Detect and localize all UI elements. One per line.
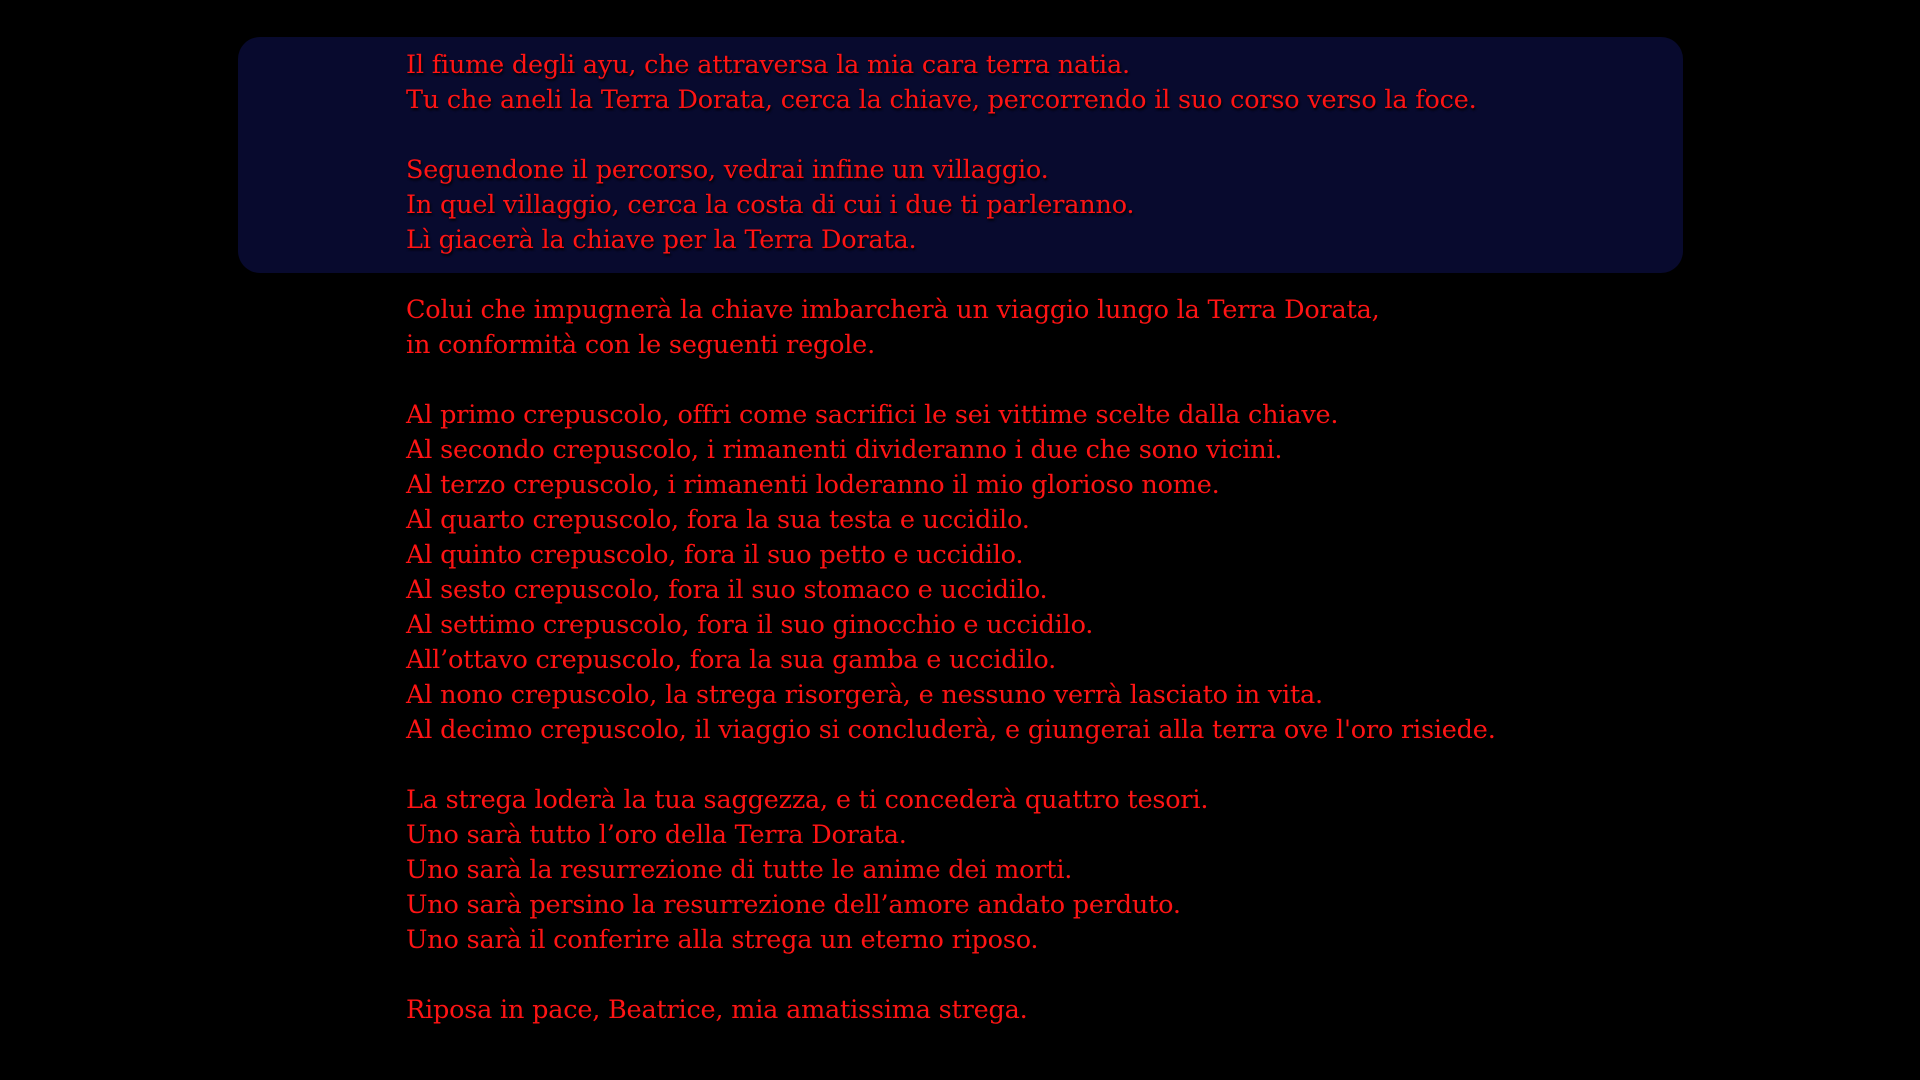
twilight-line: Al decimo crepuscolo, il viaggio si concluderà, e giungerai alla terra ove l'oro risiede. (406, 715, 1496, 745)
epitaph-line: Colui che impugnerà la chiave imbarcherà un viaggio lungo la Terra Dorata, (406, 295, 1380, 325)
epitaph-line: Seguendone il percorso, vedrai infine un villaggio. (406, 155, 1049, 185)
treasure-line: Uno sarà persino la resurrezione dell’amore andato perduto. (406, 890, 1181, 920)
twilight-line: Al terzo crepuscolo, i rimanenti loderanno il mio glorioso nome. (406, 470, 1220, 500)
twilight-line: Al settimo crepuscolo, fora il suo ginocchio e uccidilo. (406, 610, 1094, 640)
treasure-line: Uno sarà la resurrezione di tutte le anime dei morti. (406, 855, 1073, 885)
stanza-gap (406, 118, 1886, 153)
twilight-line: Al secondo crepuscolo, i rimanenti divideranno i due che sono vicini. (406, 435, 1283, 465)
twilight-line: Al quarto crepuscolo, fora la sua testa e uccidilo. (406, 505, 1030, 535)
twilight-line: Al nono crepuscolo, la strega risorgerà, e nessuno verrà lasciato in vita. (406, 680, 1323, 710)
twilight-line: Al primo crepuscolo, offri come sacrifici le sei vittime scelte dalla chiave. (406, 400, 1339, 430)
epitaph-line: Tu che aneli la Terra Dorata, cerca la chiave, percorrendo il suo corso verso la foce. (406, 85, 1477, 115)
stanza-gap (406, 748, 1886, 783)
epitaph-line: in conformità con le seguenti regole. (406, 330, 875, 360)
treasure-line: Uno sarà tutto l’oro della Terra Dorata. (406, 820, 907, 850)
epitaph-line: Il fiume degli ayu, che attraversa la mia cara terra natia. (406, 50, 1130, 80)
twilight-line: All’ottavo crepuscolo, fora la sua gamba e uccidilo. (406, 645, 1056, 675)
treasure-line: Uno sarà il conferire alla strega un eterno riposo. (406, 925, 1039, 955)
twilight-line: Al quinto crepuscolo, fora il suo petto e uccidilo. (406, 540, 1024, 570)
twilight-line: Al sesto crepuscolo, fora il suo stomaco e uccidilo. (406, 575, 1048, 605)
treasure-line: La strega loderà la tua saggezza, e ti concederà quattro tesori. (406, 785, 1209, 815)
epitaph-text (406, 48, 1886, 1028)
epitaph-line: In quel villaggio, cerca la costa di cui i due ti parleranno. (406, 190, 1135, 220)
stanza-gap (406, 258, 1886, 293)
closing-line: Riposa in pace, Beatrice, mia amatissima strega. (406, 995, 1028, 1025)
stanza-gap (406, 958, 1886, 993)
stanza-gap (406, 363, 1886, 398)
epitaph-line: Lì giacerà la chiave per la Terra Dorata. (406, 225, 917, 255)
